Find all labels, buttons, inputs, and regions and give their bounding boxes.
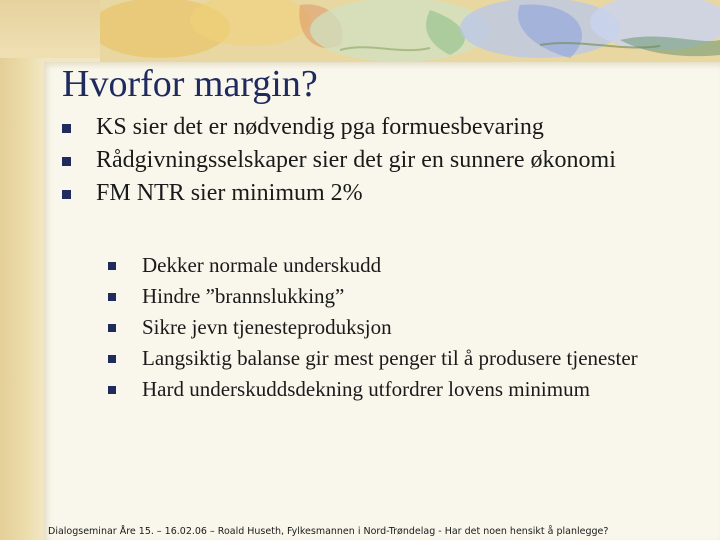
sub-bullet-text: Langsiktig balanse gir mest penger til å produsere tjenester <box>142 346 638 370</box>
bullet-list <box>62 113 682 212</box>
square-bullet-icon <box>108 324 116 332</box>
list-item <box>108 285 698 308</box>
sub-bullet-text: Dekker normale underskudd <box>142 253 382 277</box>
list-item <box>108 347 698 370</box>
sub-bullet-list <box>108 254 698 409</box>
list-item <box>108 316 698 339</box>
list-item <box>62 179 682 208</box>
slide-footer: Dialogseminar Åre 15. – 16.02.06 – Roald Huseth, Fylkesmannen i Nord-Trøndelag - Har det noen hensikt å planlegge? <box>48 526 609 537</box>
square-bullet-icon <box>108 386 116 394</box>
bullet-text: FM NTR sier minimum 2% <box>96 180 363 206</box>
list-item <box>108 254 698 277</box>
flower-decoration-image <box>100 0 720 62</box>
square-bullet-icon <box>62 124 71 133</box>
square-bullet-icon <box>108 262 116 270</box>
list-item <box>62 146 682 175</box>
list-item <box>62 113 682 142</box>
square-bullet-icon <box>62 190 71 199</box>
sub-bullet-text: Sikre jevn tjenesteproduksjon <box>142 315 392 339</box>
parchment-border-left <box>0 0 42 540</box>
slide-title: Hvorfor margin? <box>62 63 318 105</box>
sub-bullet-text: Hard underskuddsdekning utfordrer lovens minimum <box>142 377 590 401</box>
bullet-text: Rådgivningsselskaper sier det gir en sunnere økonomi <box>96 147 616 173</box>
bullet-text: KS sier det er nødvendig pga formuesbevaring <box>96 114 544 140</box>
square-bullet-icon <box>108 293 116 301</box>
square-bullet-icon <box>62 157 71 166</box>
list-item <box>108 378 698 401</box>
sub-bullet-text: Hindre ”brannslukking” <box>142 284 345 308</box>
square-bullet-icon <box>108 355 116 363</box>
